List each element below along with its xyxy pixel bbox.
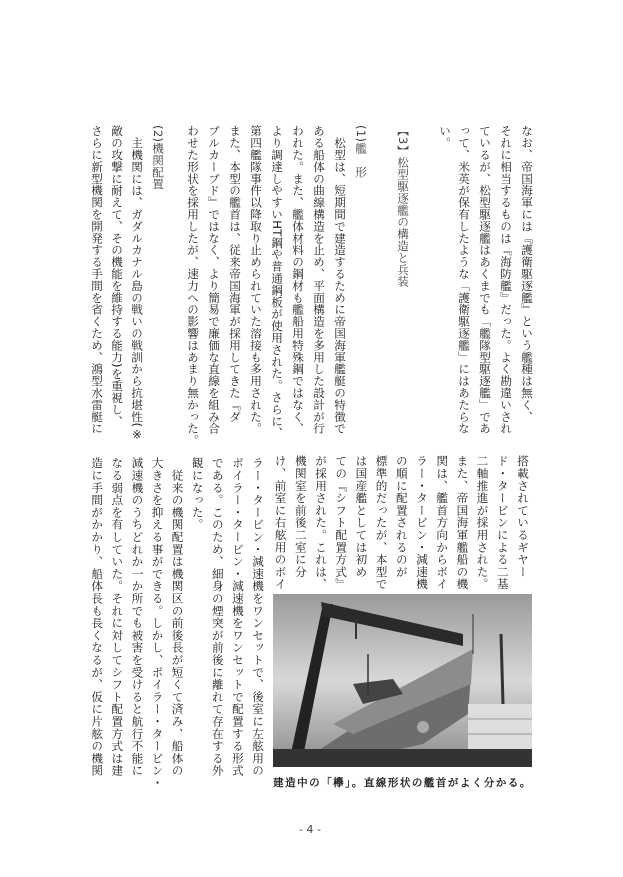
text-column: より調達しやすいHT鋼や普通鋼板が使用された。さらに、 <box>270 125 284 439</box>
text-column: ているが、松型駆逐艦はあくまでも「艦隊型駆逐艦」であ <box>478 125 492 435</box>
text-column: 減速機のうちどれか一か所でも被害を受けると航行不能に <box>130 457 145 777</box>
text-column: 第四艦隊事件以降取り止められていた溶接も多用された。 <box>249 125 263 435</box>
text-column: 搭載されているギヤー <box>516 455 530 578</box>
text-column: 大きさを抑える事ができる。しかし、ボイラー・タービン・ <box>150 457 165 790</box>
text-column: 従来の機関配置は機関区の前後長が短くて済み、船体の <box>170 457 185 777</box>
text-column: また、帝国海軍艦船の機 <box>455 455 470 591</box>
text-column: なる弱点を有していた。それに対してシフト配置方式は建 <box>110 457 125 777</box>
text-column: である。このため、細身の煙突が前後に離れて存在する外 <box>210 457 225 777</box>
text-column: い。 <box>438 125 452 149</box>
text-column: 二軸推進が採用された。 <box>475 455 490 591</box>
text-column: また、本型の艦首は、従来帝国海軍が採用してきた『ダ <box>228 125 242 423</box>
text-column: ラー・タービン・減速機 <box>415 455 429 591</box>
text-column: それに相当するものは『海防艦』だった。よく勘違いされ <box>499 125 513 435</box>
section-heading: (1)艦 形 <box>354 125 368 179</box>
text-column: の順に配置されるのが <box>394 455 409 578</box>
text-column: 機関室を前後二室に分 <box>293 455 308 578</box>
text-column: さらに新型機関を開発する手間を省くため、鴻型水雷艇に <box>90 125 104 435</box>
text-column: ド・タービンによる二基 <box>495 455 510 591</box>
text-column: なお、帝国海軍には『護衛駆逐艦』という艦種は無く、 <box>520 125 534 423</box>
text-column: われた。また、艦体材料の鋼材も艦船用特殊鋼ではなく、 <box>291 125 305 435</box>
text-column: け、前室に右舷用のボイ <box>273 455 288 591</box>
text-column: 敵の攻撃に耐えて、その機能を維持する能力)を重視し、 <box>110 125 124 428</box>
text-column: ラー・タービン・減速機をワンセットで、後室に左舷用の <box>251 457 265 777</box>
page-number: - 4 - <box>299 823 321 836</box>
text-column: って、米英が保有したような「護衛駆逐艦」にはあたらな <box>457 125 471 435</box>
text-column: は国産艦としては初め <box>354 455 369 578</box>
section-heading: (2)機関配置 <box>151 125 165 190</box>
text-column: わせた形状を採用したが、速力への影響はあまり無かった。 <box>186 125 200 447</box>
section-heading: 【3】松型駆逐艦の構造と兵装 <box>396 125 410 288</box>
text-column: ての『シフト配置方式』 <box>334 455 349 591</box>
text-column: 関は、艦首方向からボイ <box>435 455 450 591</box>
text-column: ブルカーブド』ではなく、より簡易で廉価な直線を組み合 <box>207 125 221 435</box>
text-column: 主機関には、ガダルカナル島の戦いの戦訓から抗堪性(※ <box>130 125 144 442</box>
text-column: 標準的だったが、本型で <box>374 455 389 591</box>
text-column: 造に手間がかかり、船体長も長くなるが、仮に片舷の機関 <box>90 457 105 777</box>
text-column: 観になった。 <box>190 457 205 531</box>
photo-caption: 建造中の「欅」。直線形状の艦首がよく分かる。 <box>273 777 532 789</box>
text-column: 松型は、短期間で建造するために帝国海軍艦艇の特徴で <box>333 125 347 435</box>
text-column: ある船体の曲線構造を止め、平面構造を多用した設計が行 <box>312 125 326 435</box>
text-column: ボイラー・タービン・減速機をワンセットで配置する形式 <box>230 457 245 777</box>
ship-construction-photo <box>273 594 532 767</box>
text-column: が採用された。これは、 <box>314 455 328 591</box>
